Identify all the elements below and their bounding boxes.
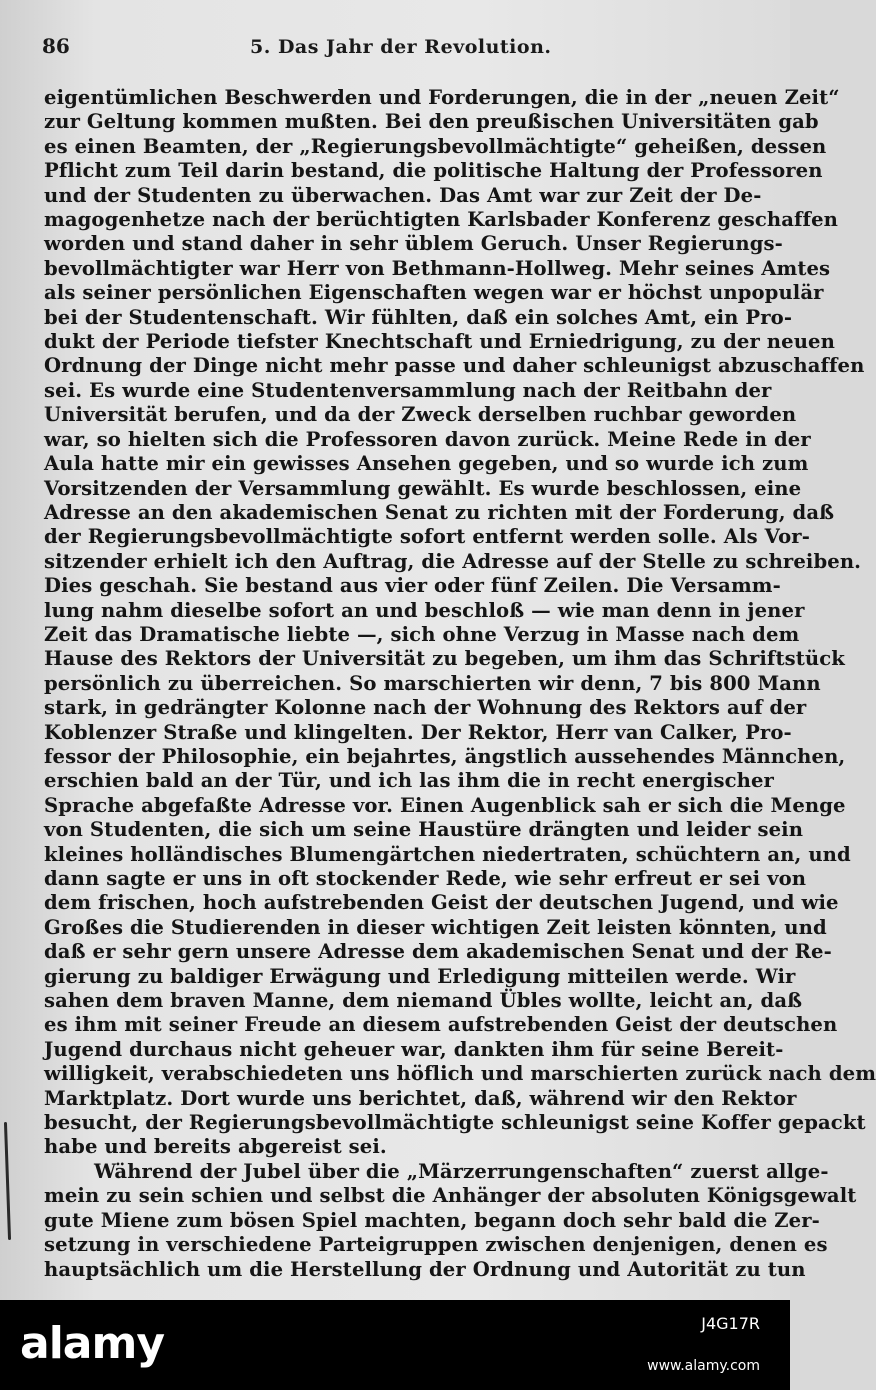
- text-line: von Studenten, die sich um seine Haustüre drängten und leider sein: [44, 818, 804, 842]
- text-line: gute Miene zum bösen Spiel machten, begann doch sehr bald die Zer-: [44, 1208, 820, 1232]
- text-line: als seiner persönlichen Eigenschaften wegen war er höchst unpopulär: [44, 281, 824, 305]
- text-line: Während der Jubel über die „Märzerrungenschaften“ zuerst allge-: [94, 1159, 829, 1183]
- text-line: habe und bereits abgereist sei.: [44, 1135, 387, 1159]
- pencil-margin-mark: [4, 1122, 11, 1240]
- text-line: willigkeit, verabschiedeten uns höflich und marschierten zurück nach dem: [44, 1062, 876, 1086]
- running-title: 5. Das Jahr der Revolution.: [250, 36, 552, 58]
- text-line: Großes die Studierenden in dieser wichtigen Zeit leisten könnten, und: [44, 915, 827, 939]
- body-text: [44, 86, 876, 1282]
- text-line: es einen Beamten, der „Regierungsbevollmächtigte“ geheißen, dessen: [44, 134, 827, 158]
- text-line: Jugend durchaus nicht geheuer war, dankten ihm für seine Bereit-: [44, 1037, 784, 1061]
- text-line: Aula hatte mir ein gewisses Ansehen gegeben, und so wurde ich zum: [44, 452, 809, 476]
- page-number: 86: [42, 34, 70, 58]
- text-line: und der Studenten zu überwachen. Das Amt war zur Zeit der De-: [44, 183, 762, 207]
- brand-logo: alamy: [20, 1318, 164, 1369]
- text-line: setzung in verschiedene Parteigruppen zwischen denjenigen, denen es: [44, 1233, 828, 1257]
- text-line: zur Geltung kommen mußten. Bei den preußischen Universitäten gab: [44, 110, 819, 134]
- text-line: der Regierungsbevollmächtigte sofort entfernt werden solle. Als Vor-: [44, 525, 810, 549]
- text-line: magogenhetze nach der berüchtigten Karlsbader Konferenz geschaffen: [44, 208, 838, 232]
- text-line: Koblenzer Straße und klingelten. Der Rektor, Herr van Calker, Pro-: [44, 720, 792, 744]
- text-line: Zeit das Dramatische liebte —, sich ohne Verzug in Masse nach dem: [44, 622, 800, 646]
- text-line: kleines holländisches Blumengärtchen niedertraten, schüchtern an, und: [44, 842, 851, 866]
- text-line: lung nahm dieselbe sofort an und beschloß — wie man denn in jener: [44, 598, 805, 622]
- text-line: sei. Es wurde eine Studentenversammlung nach der Reitbahn der: [44, 378, 772, 402]
- text-line: bevollmächtigter war Herr von Bethmann-Hollweg. Mehr seines Amtes: [44, 256, 831, 280]
- text-line: hauptsächlich um die Herstellung der Ordnung und Autorität zu tun: [44, 1257, 806, 1281]
- text-line: Marktplatz. Dort wurde uns berichtet, daß, während wir den Rektor: [44, 1086, 797, 1110]
- text-line: sitzender erhielt ich den Auftrag, die Adresse auf der Stelle zu schreiben.: [44, 549, 862, 573]
- text-line: Adresse an den akademischen Senat zu richten mit der Forderung, daß: [44, 500, 835, 524]
- text-line: Hause des Rektors der Universität zu begeben, um ihm das Schriftstück: [44, 647, 845, 671]
- text-line: eigentümlichen Beschwerden und Forderungen, die in der „neuen Zeit“: [44, 86, 840, 109]
- site-url: www.alamy.com: [647, 1358, 760, 1374]
- text-line: sahen dem braven Manne, dem niemand Übles wollte, leicht an, daß: [44, 989, 803, 1013]
- watermark-bar: [0, 1300, 790, 1390]
- text-line: mein zu sein schien und selbst die Anhänger der absoluten Königsgewalt: [44, 1184, 857, 1208]
- text-line: fessor der Philosophie, ein bejahrtes, ängstlich aussehendes Männchen,: [44, 744, 846, 768]
- text-line: stark, in gedrängter Kolonne nach der Wohnung des Rektors auf der: [44, 696, 807, 720]
- text-line: erschien bald an der Tür, und ich las ihm die in recht energischer: [44, 769, 774, 793]
- text-line: Pflicht zum Teil darin bestand, die politische Haltung der Professoren: [44, 159, 823, 183]
- text-line: gierung zu baldiger Erwägung und Erledigung mitteilen werde. Wir: [44, 964, 796, 988]
- text-line: besucht, der Regierungsbevollmächtigte schleunigst seine Koffer gepackt: [44, 1111, 866, 1135]
- text-line: bei der Studentenschaft. Wir fühlten, daß ein solches Amt, ein Pro-: [44, 305, 793, 329]
- text-line: war, so hielten sich die Professoren davon zurück. Meine Rede in der: [44, 427, 811, 451]
- text-line: Ordnung der Dinge nicht mehr passe und daher schleunigst abzuschaffen: [44, 354, 865, 378]
- text-line: es ihm mit seiner Freude an diesem aufstrebenden Geist der deutschen: [44, 1013, 838, 1037]
- text-line: Sprache abgefaßte Adresse vor. Einen Augenblick sah er sich die Menge: [44, 793, 846, 817]
- text-line: persönlich zu überreichen. So marschierten wir denn, 7 bis 800 Mann: [44, 671, 821, 695]
- text-line: worden und stand daher in sehr üblem Geruch. Unser Regierungs-: [44, 232, 783, 256]
- text-line: Universität berufen, und da der Zweck derselben ruchbar geworden: [44, 403, 797, 427]
- text-line: Vorsitzenden der Versammlung gewählt. Es wurde beschlossen, eine: [44, 476, 802, 500]
- text-line: dann sagte er uns in oft stockender Rede, wie sehr erfreut er sei von: [44, 867, 807, 890]
- text-line: Dies geschah. Sie bestand aus vier oder fünf Zeilen. Die Versamm-: [44, 574, 781, 598]
- text-line: dem frischen, hoch aufstrebenden Geist der deutschen Jugend, und wie: [44, 891, 839, 915]
- text-line: daß er sehr gern unsere Adresse dem akademischen Senat und der Re-: [44, 940, 832, 964]
- text-line: dukt der Periode tiefster Knechtschaft und Erniedrigung, zu der neuen: [44, 330, 835, 354]
- image-id: J4G17R: [701, 1314, 760, 1333]
